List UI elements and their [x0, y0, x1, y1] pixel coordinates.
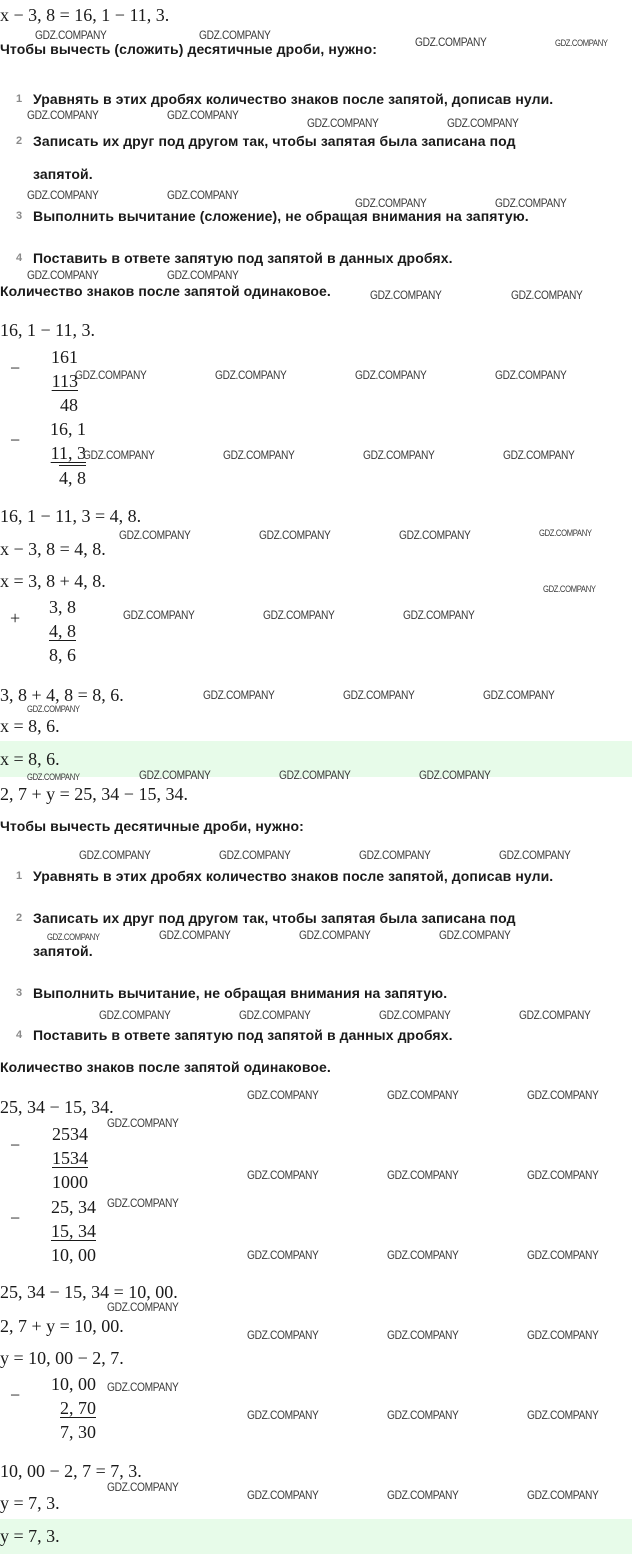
watermark: GDZ.COMPANY — [27, 772, 80, 782]
watermark: GDZ.COMPANY — [527, 1488, 599, 1502]
column-subtraction — [44, 1372, 96, 1444]
watermark: GDZ.COMPANY — [439, 928, 511, 942]
watermark: GDZ.COMPANY — [539, 528, 592, 538]
watermark: GDZ.COMPANY — [119, 528, 191, 542]
watermark: GDZ.COMPANY — [247, 1088, 319, 1102]
watermark: GDZ.COMPANY — [279, 768, 351, 782]
rule-step-continued: запятой. — [33, 166, 93, 182]
watermark: GDZ.COMPANY — [403, 608, 475, 622]
step-number: 2 — [16, 135, 23, 147]
watermark: GDZ.COMPANY — [219, 848, 291, 862]
watermark: GDZ.COMPANY — [223, 448, 295, 462]
result-line: 10, 00 − 2, 7 = 7, 3. — [0, 1461, 142, 1481]
addend: 3, 8 — [49, 597, 76, 617]
step-number: 4 — [16, 1029, 23, 1041]
watermark: GDZ.COMPANY — [107, 1480, 179, 1494]
result-line: 16, 1 − 11, 3 = 4, 8. — [0, 506, 142, 526]
rule-step: Записать их друг под другом так, чтобы запятая была записана под — [33, 910, 516, 926]
watermark: GDZ.COMPANY — [107, 1380, 179, 1394]
column-subtraction — [44, 417, 86, 490]
difference: 4, 8 — [59, 465, 86, 490]
watermark: GDZ.COMPANY — [47, 932, 100, 942]
watermark: GDZ.COMPANY — [299, 928, 371, 942]
watermark: GDZ.COMPANY — [167, 188, 239, 202]
watermark: GDZ.COMPANY — [167, 108, 239, 122]
difference: 7, 30 — [60, 1422, 96, 1442]
expression: 16, 1 − 11, 3. — [0, 320, 95, 340]
watermark: GDZ.COMPANY — [167, 268, 239, 282]
watermark: GDZ.COMPANY — [387, 1248, 459, 1262]
watermark: GDZ.COMPANY — [495, 368, 567, 382]
watermark: GDZ.COMPANY — [159, 928, 231, 942]
plus-sign: + — [10, 608, 21, 628]
watermark: GDZ.COMPANY — [247, 1328, 319, 1342]
subtrahend: 113 — [51, 371, 78, 391]
watermark: GDZ.COMPANY — [503, 448, 575, 462]
watermark: GDZ.COMPANY — [263, 608, 335, 622]
difference: 48 — [60, 395, 78, 415]
watermark: GDZ.COMPANY — [203, 688, 275, 702]
watermark: GDZ.COMPANY — [27, 268, 99, 282]
watermark: GDZ.COMPANY — [107, 1196, 179, 1210]
watermark: GDZ.COMPANY — [35, 28, 107, 42]
equation: y = 7, 3. — [0, 1493, 60, 1513]
step-number: 3 — [16, 987, 23, 999]
watermark: GDZ.COMPANY — [387, 1488, 459, 1502]
rule-title: Чтобы вычесть десятичные дроби, нужно: — [0, 818, 304, 834]
watermark: GDZ.COMPANY — [355, 368, 427, 382]
subtrahend: 11, 3 — [50, 443, 86, 463]
rule-step: Выполнить вычитание (сложение), не обращая внимания на запятую. — [33, 208, 529, 224]
watermark: GDZ.COMPANY — [247, 1408, 319, 1422]
watermark: GDZ.COMPANY — [75, 368, 147, 382]
minuend: 2534 — [52, 1124, 88, 1144]
watermark: GDZ.COMPANY — [83, 448, 155, 462]
minuend: 10, 00 — [51, 1374, 96, 1394]
answer: y = 7, 3. — [0, 1526, 60, 1546]
watermark: GDZ.COMPANY — [447, 116, 519, 130]
equation: x − 3, 8 = 4, 8. — [0, 539, 106, 559]
watermark: GDZ.COMPANY — [99, 1008, 171, 1022]
column-subtraction — [44, 1195, 96, 1267]
watermark: GDZ.COMPANY — [527, 1248, 599, 1262]
watermark: GDZ.COMPANY — [215, 368, 287, 382]
watermark: GDZ.COMPANY — [387, 1328, 459, 1342]
watermark: GDZ.COMPANY — [307, 116, 379, 130]
minus-sign: − — [10, 1385, 21, 1405]
minus-sign: − — [10, 1208, 21, 1228]
rule-step: Уравнять в этих дробях количество знаков после запятой, дописав нули. — [33, 91, 554, 107]
watermark: GDZ.COMPANY — [387, 1088, 459, 1102]
equal-digits-note: Количество знаков после запятой одинаковое. — [0, 1059, 331, 1075]
answer-highlight — [0, 1519, 632, 1554]
watermark: GDZ.COMPANY — [370, 288, 442, 302]
equation: x = 8, 6. — [0, 716, 60, 736]
watermark: GDZ.COMPANY — [107, 1300, 179, 1314]
watermark: GDZ.COMPANY — [139, 768, 211, 782]
step-number: 3 — [16, 210, 23, 222]
rule-step: Поставить в ответе запятую под запятой в данных дробях. — [33, 250, 453, 266]
watermark: GDZ.COMPANY — [495, 196, 567, 210]
watermark: GDZ.COMPANY — [27, 704, 80, 714]
watermark: GDZ.COMPANY — [27, 188, 99, 202]
step-number: 4 — [16, 252, 23, 264]
minus-sign: − — [10, 358, 21, 378]
watermark: GDZ.COMPANY — [247, 1168, 319, 1182]
column-subtraction — [44, 1122, 88, 1194]
sum: 8, 6 — [49, 645, 76, 665]
watermark: GDZ.COMPANY — [239, 1008, 311, 1022]
equal-digits-note: Количество знаков после запятой одинаковое. — [0, 283, 331, 299]
rule-step: Выполнить вычитание, не обращая внимания на запятую. — [33, 985, 448, 1001]
watermark: GDZ.COMPANY — [27, 108, 99, 122]
rule-step-continued: запятой. — [33, 943, 93, 959]
addend: 4, 8 — [49, 621, 76, 641]
watermark: GDZ.COMPANY — [519, 1008, 591, 1022]
minus-sign: − — [10, 430, 21, 450]
watermark: GDZ.COMPANY — [527, 1168, 599, 1182]
watermark: GDZ.COMPANY — [527, 1328, 599, 1342]
watermark: GDZ.COMPANY — [359, 848, 431, 862]
watermark: GDZ.COMPANY — [499, 848, 571, 862]
watermark: GDZ.COMPANY — [247, 1488, 319, 1502]
watermark: GDZ.COMPANY — [355, 196, 427, 210]
watermark: GDZ.COMPANY — [363, 448, 435, 462]
watermark: GDZ.COMPANY — [123, 608, 195, 622]
watermark: GDZ.COMPANY — [527, 1408, 599, 1422]
watermark: GDZ.COMPANY — [527, 1088, 599, 1102]
rule-step: Поставить в ответе запятую под запятой в данных дробях. — [33, 1027, 453, 1043]
watermark: GDZ.COMPANY — [199, 28, 271, 42]
step-number: 1 — [16, 93, 23, 105]
equation: 2, 7 + y = 10, 00. — [0, 1316, 124, 1336]
equation: x = 3, 8 + 4, 8. — [0, 571, 106, 591]
step-number: 1 — [16, 870, 23, 882]
column-addition — [44, 595, 76, 667]
watermark: GDZ.COMPANY — [247, 1248, 319, 1262]
subtrahend: 15, 34 — [51, 1221, 96, 1241]
watermark: GDZ.COMPANY — [107, 1116, 179, 1130]
watermark: GDZ.COMPANY — [419, 768, 491, 782]
rule-step: Записать их друг под другом так, чтобы запятая была записана под — [33, 133, 516, 149]
minus-sign: − — [10, 1135, 21, 1155]
difference: 10, 00 — [51, 1245, 96, 1265]
watermark: GDZ.COMPANY — [379, 1008, 451, 1022]
watermark: GDZ.COMPANY — [387, 1408, 459, 1422]
watermark: GDZ.COMPANY — [387, 1168, 459, 1182]
minuend: 25, 34 — [51, 1197, 96, 1217]
difference: 1000 — [52, 1172, 88, 1192]
minuend: 16, 1 — [50, 419, 86, 439]
rule-title: Чтобы вычесть (сложить) десятичные дроби, нужно: — [0, 41, 378, 57]
equation-start: x − 3, 8 = 16, 1 − 11, 3. — [0, 5, 170, 25]
expression: 25, 34 − 15, 34. — [0, 1097, 114, 1117]
rule-step: Уравнять в этих дробях количество знаков после запятой, дописав нули. — [33, 868, 554, 884]
watermark: GDZ.COMPANY — [259, 528, 331, 542]
subtrahend: 2, 70 — [60, 1398, 96, 1418]
minuend: 161 — [51, 347, 78, 367]
equation-start: 2, 7 + y = 25, 34 − 15, 34. — [0, 784, 188, 804]
watermark: GDZ.COMPANY — [399, 528, 471, 542]
watermark: GDZ.COMPANY — [415, 35, 487, 49]
column-subtraction — [44, 345, 78, 417]
watermark: GDZ.COMPANY — [511, 288, 583, 302]
watermark: GDZ.COMPANY — [483, 688, 555, 702]
watermark: GDZ.COMPANY — [343, 688, 415, 702]
result-line: 25, 34 − 15, 34 = 10, 00. — [0, 1282, 178, 1302]
watermark: GDZ.COMPANY — [555, 38, 608, 48]
watermark: GDZ.COMPANY — [79, 848, 151, 862]
equation: y = 10, 00 − 2, 7. — [0, 1348, 124, 1368]
result-line: 3, 8 + 4, 8 = 8, 6. — [0, 685, 124, 705]
step-number: 2 — [16, 912, 23, 924]
answer: x = 8, 6. — [0, 749, 60, 769]
watermark: GDZ.COMPANY — [543, 584, 596, 594]
subtrahend: 1534 — [52, 1148, 88, 1168]
